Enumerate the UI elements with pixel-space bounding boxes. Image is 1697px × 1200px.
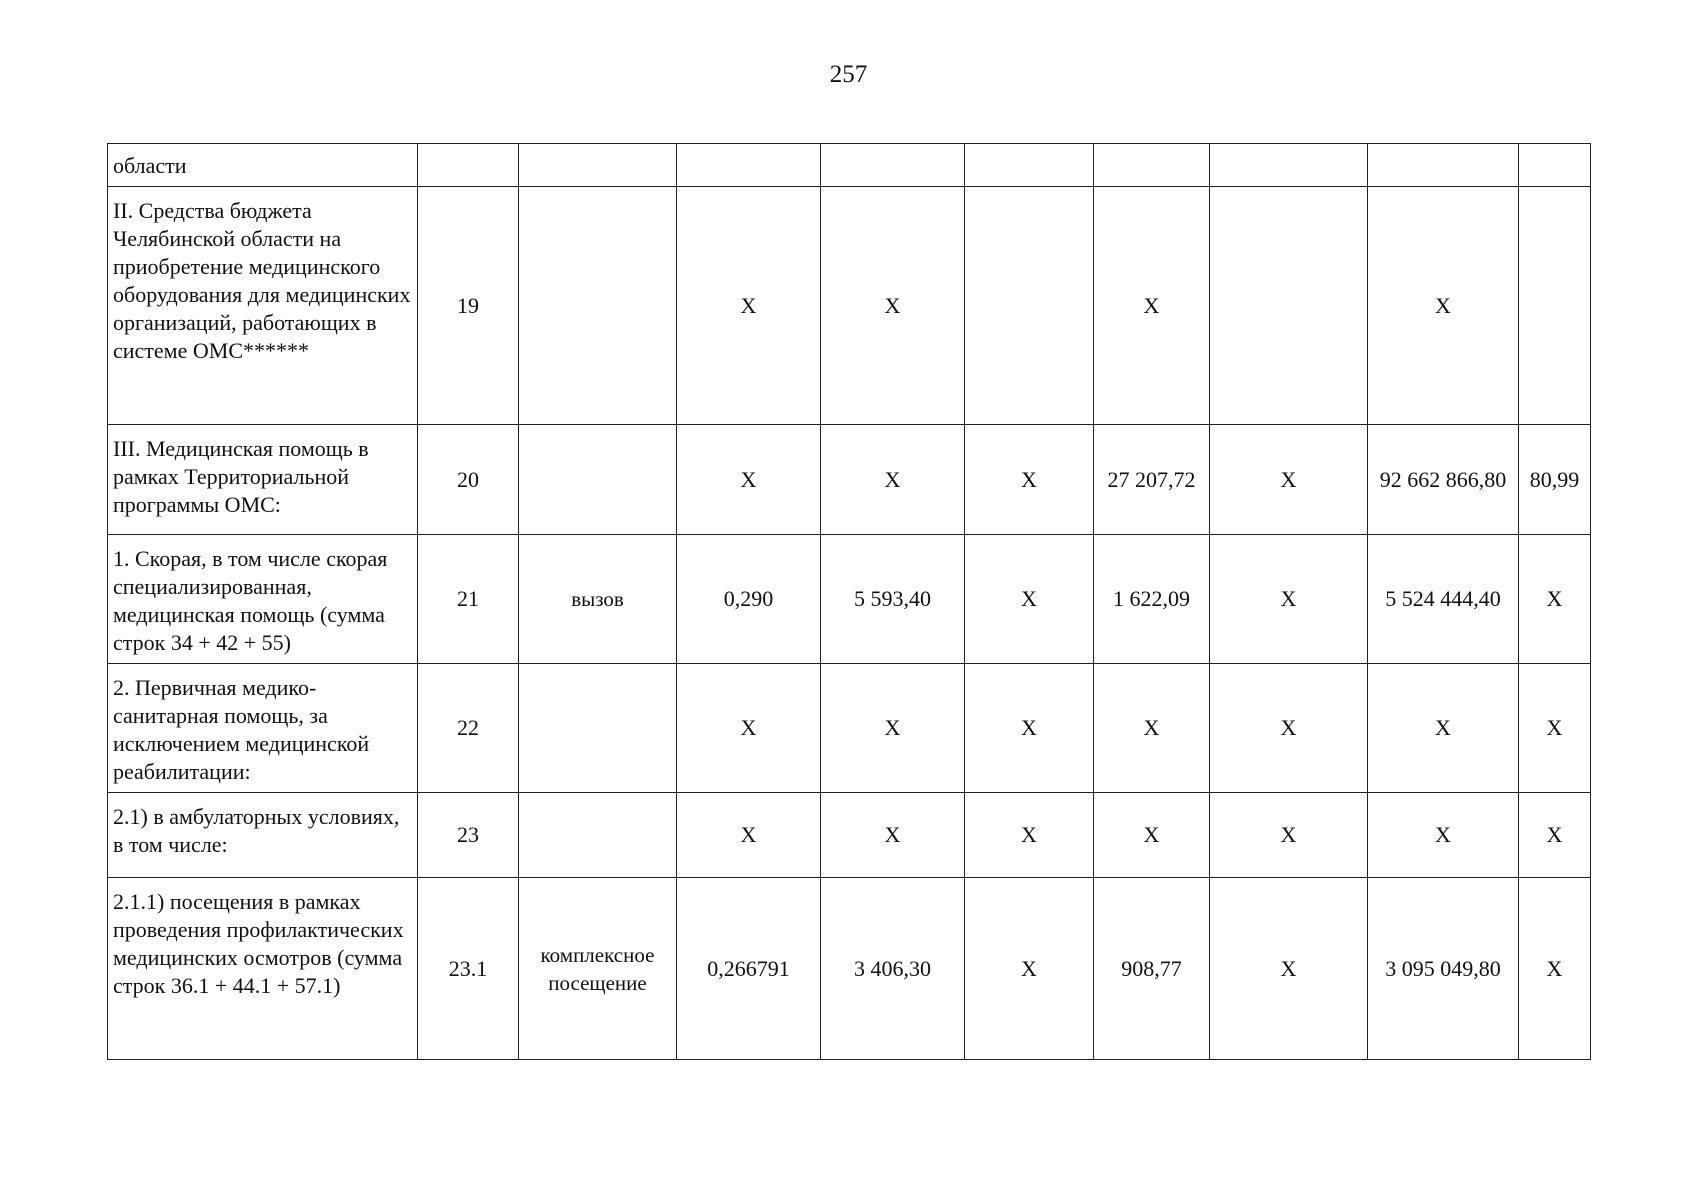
value-cell: 3 406,30 xyxy=(821,878,965,1060)
unit-cell xyxy=(519,664,677,793)
value-cell xyxy=(1210,187,1368,425)
value-cell: Х xyxy=(1094,793,1210,878)
value-cell: Х xyxy=(1210,664,1368,793)
value-cell: Х xyxy=(965,664,1094,793)
table-row xyxy=(108,425,1591,535)
value-cell xyxy=(821,144,965,187)
value-cell: Х xyxy=(677,793,821,878)
value-cell: 80,99 xyxy=(1519,425,1591,535)
value-cell: Х xyxy=(677,187,821,425)
table-row xyxy=(108,793,1591,878)
value-cell: 0,266791 xyxy=(677,878,821,1060)
value-cell: Х xyxy=(1519,664,1591,793)
value-cell: Х xyxy=(965,878,1094,1060)
value-cell: Х xyxy=(677,664,821,793)
value-cell: Х xyxy=(1210,425,1368,535)
table-row xyxy=(108,535,1591,664)
value-cell: Х xyxy=(1094,187,1210,425)
value-cell xyxy=(1519,187,1591,425)
row-label-cell: II. Средства бюджета Челябинской области на приобретение медицинского оборудования для медицинских организаций, работающих в системе ОМС****** xyxy=(108,187,418,425)
value-cell: Х xyxy=(965,535,1094,664)
unit-cell: комплексное посещение xyxy=(519,878,677,1060)
row-label-cell: 2.1.1) посещения в рамках проведения профилактических медицинских осмотров (сумма строк 36.1 + 44.1 + 57.1) xyxy=(108,878,418,1060)
table-row xyxy=(108,187,1591,425)
value-cell: Х xyxy=(1210,793,1368,878)
value-cell: 1 622,09 xyxy=(1094,535,1210,664)
value-cell: 5 524 444,40 xyxy=(1368,535,1519,664)
value-cell: Х xyxy=(821,425,965,535)
value-cell: 908,77 xyxy=(1094,878,1210,1060)
row-label-cell: области xyxy=(108,144,418,187)
value-cell: Х xyxy=(1519,878,1591,1060)
row-label-cell: 2.1) в амбулаторных условиях, в том числе: xyxy=(108,793,418,878)
value-cell: Х xyxy=(821,187,965,425)
value-cell: Х xyxy=(1368,187,1519,425)
value-cell: Х xyxy=(965,425,1094,535)
row-number-cell: 23 xyxy=(418,793,519,878)
row-number-cell: 20 xyxy=(418,425,519,535)
value-cell: Х xyxy=(1210,878,1368,1060)
value-cell: 3 095 049,80 xyxy=(1368,878,1519,1060)
row-number-cell: 23.1 xyxy=(418,878,519,1060)
value-cell: 27 207,72 xyxy=(1094,425,1210,535)
table-row xyxy=(108,878,1591,1060)
row-number-cell xyxy=(418,144,519,187)
unit-cell xyxy=(519,793,677,878)
unit-cell xyxy=(519,425,677,535)
value-cell: Х xyxy=(1519,535,1591,664)
value-cell: Х xyxy=(1368,793,1519,878)
value-cell: Х xyxy=(821,793,965,878)
value-cell xyxy=(965,144,1094,187)
value-cell: Х xyxy=(1210,535,1368,664)
value-cell: Х xyxy=(821,664,965,793)
value-cell xyxy=(965,187,1094,425)
unit-cell: вызов xyxy=(519,535,677,664)
row-number-cell: 21 xyxy=(418,535,519,664)
row-number-cell: 22 xyxy=(418,664,519,793)
row-number-cell: 19 xyxy=(418,187,519,425)
table-row xyxy=(108,664,1591,793)
value-cell: 0,290 xyxy=(677,535,821,664)
value-cell: Х xyxy=(1368,664,1519,793)
value-cell: 5 593,40 xyxy=(821,535,965,664)
value-cell: 92 662 866,80 xyxy=(1368,425,1519,535)
value-cell: Х xyxy=(677,425,821,535)
unit-cell xyxy=(519,144,677,187)
table-row xyxy=(108,144,1591,187)
data-table xyxy=(107,143,1591,1060)
value-cell: Х xyxy=(965,793,1094,878)
value-cell xyxy=(1368,144,1519,187)
row-label-cell: 1. Скорая, в том числе скорая специализированная, медицинская помощь (сумма строк 34 + 42 + 55) xyxy=(108,535,418,664)
value-cell xyxy=(1094,144,1210,187)
value-cell xyxy=(677,144,821,187)
value-cell: Х xyxy=(1094,664,1210,793)
unit-cell xyxy=(519,187,677,425)
value-cell: Х xyxy=(1519,793,1591,878)
row-label-cell: III. Медицинская помощь в рамках Территориальной программы ОМС: xyxy=(108,425,418,535)
value-cell xyxy=(1210,144,1368,187)
page-number: 257 xyxy=(829,61,868,88)
row-label-cell: 2. Первичная медико-санитарная помощь, за исключением медицинской реабилитации: xyxy=(108,664,418,793)
value-cell xyxy=(1519,144,1591,187)
